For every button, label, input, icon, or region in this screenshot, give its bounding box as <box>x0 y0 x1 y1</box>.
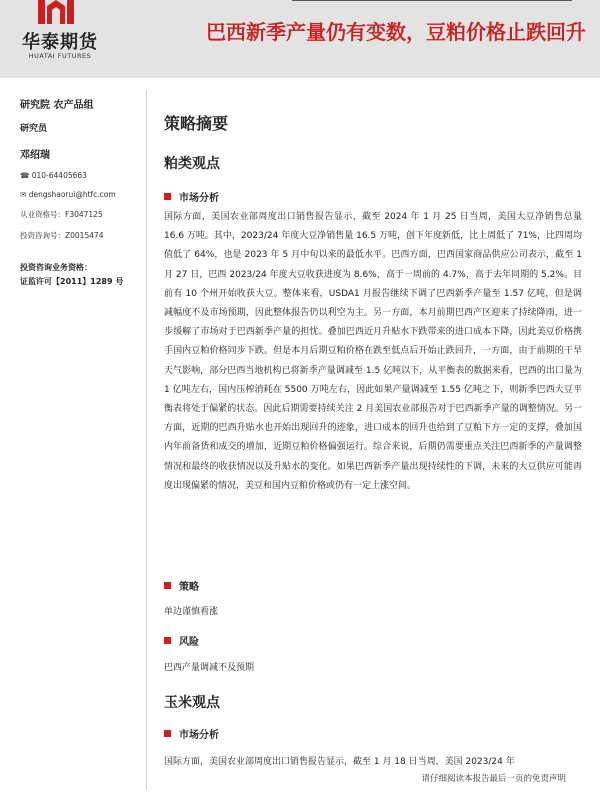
top-strip <box>292 0 572 5</box>
soy-market-label: 市场分析 <box>179 193 219 204</box>
risk-text: 巴西产量调减不及预期 <box>164 663 255 673</box>
company-logo <box>18 0 102 70</box>
column-divider <box>146 90 147 790</box>
bullet-square-icon <box>164 193 171 200</box>
logo-text-en: HUATAI FUTURES <box>28 52 92 60</box>
strategy-text: 单边谨慎看涨 <box>164 607 219 617</box>
cert-number: 从业资格号：F3047125 <box>20 210 103 219</box>
strategy-label: 策略 <box>179 582 199 593</box>
invest-number: 投资咨询号：Z0015474 <box>20 231 104 240</box>
email-icon: ✉ <box>20 190 27 199</box>
logo-mark-icon <box>38 0 74 24</box>
corn-market-label: 市场分析 <box>179 730 219 741</box>
bullet-square-icon <box>164 730 171 737</box>
license-title: 投资咨询业务资格： <box>20 263 92 272</box>
strategy-subheading <box>164 578 199 593</box>
phone-icon: ☎ <box>20 171 30 180</box>
email-line <box>20 190 138 199</box>
bullet-square-icon <box>164 582 171 589</box>
logo-text-cn: 华泰期货 <box>22 32 98 53</box>
bullet-square-icon <box>164 637 171 644</box>
email-address[interactable]: dengshaorui@htfc.com <box>28 190 116 199</box>
license-block <box>20 261 138 288</box>
license-number: 证监许可【2011】1289 号 <box>20 276 124 286</box>
phone-number: 010-64405663 <box>31 171 87 180</box>
report-title: 巴西新季产量仍有变数，豆粕价格止跌回升 <box>206 20 586 44</box>
author-sidebar <box>20 96 138 288</box>
risk-label: 风险 <box>179 637 199 648</box>
author-name: 邓绍瑞 <box>20 150 50 161</box>
footer-disclaimer: 请仔细阅读本报告最后一页的免责声明 <box>421 774 566 784</box>
soy-market-subheading <box>164 189 219 204</box>
department: 研究院 农产品组 <box>20 100 94 111</box>
author-role: 研究员 <box>20 124 48 134</box>
risk-subheading <box>164 633 199 648</box>
summary-heading: 策略摘要 <box>164 114 229 133</box>
phone-line <box>20 171 138 180</box>
header-band <box>0 0 600 78</box>
corn-market-subheading <box>164 726 219 741</box>
corn-market-paragraph: 国际方面，美国农业部周度出口销售报告显示，截至 1 月 18 日当周，美国 2023/24 年 <box>164 757 515 767</box>
soy-market-paragraph: 国际方面，美国农业部周度出口销售报告显示，截至 2024 年 1 月 25 日当周，美国大豆净销售总量 16.6 万吨。其中，2023/24 年度大豆净销售量 16.5 万吨，创下年度新低，比上周低了 71%，比四周均值低了 64%，也是 2023 年 5 月中旬以来的最低水平。巴西方面，巴西国家商品供应公司表示，截至 1 月 27 日，巴西 2023/24 年度大豆收获进度为 8.6%，高于一周前的 4.7%，高于去年同期的 5.2%。目前有 10 个州开始收获大豆。整体来看，USDA1 月报告继续下调了巴西新季产量至 1.57 亿吨，但是调减幅度不及市场预期，因此整体报告仍以利空为主。另一方面，本月前期巴西产区迎来了持续降雨，进一步缓解了市场对于巴西新季产量的担忧。叠加巴西近月升贴水下跌带来的进口成本下降，因此美豆价格携手国内豆粕价格同步下跌。但是本月后期豆粕价格在跌至低点后开始止跌回升，一方面，由于前期的干旱天气影响，部分巴西当地机构已将新季产量调减至 1.5 亿吨以下，从平衡表的数据来看，巴西的出口量为 1 亿吨左右，国内压榨消耗在 5500 万吨左右，因此如果产量调减至 1.55 亿吨之下，则新季巴西大豆平衡表将处于偏紧的状态。因此后期需要持续关注 2 月美国农业部报告对于巴西新季产量的调整情况。另一方面，近期的巴西升贴水也开始出现回升的迹象，进口成本的回升也给到了豆粕下方一定的支撑，叠加国内年前备货和成交的增加，近期豆粕价格偏强运行。综合来说，后期仍需要重点关注巴西新季的产量调整情况和最终的收获情况以及升贴水的变化。如果巴西新季产量出现持续性的下调，未来的大豆供应可能再度出现偏紧的情况，美豆和国内豆粕价格或仍有一定上涨空间。 <box>164 212 582 491</box>
soy-heading: 粕类观点 <box>164 156 220 172</box>
corn-heading: 玉米观点 <box>164 695 220 711</box>
